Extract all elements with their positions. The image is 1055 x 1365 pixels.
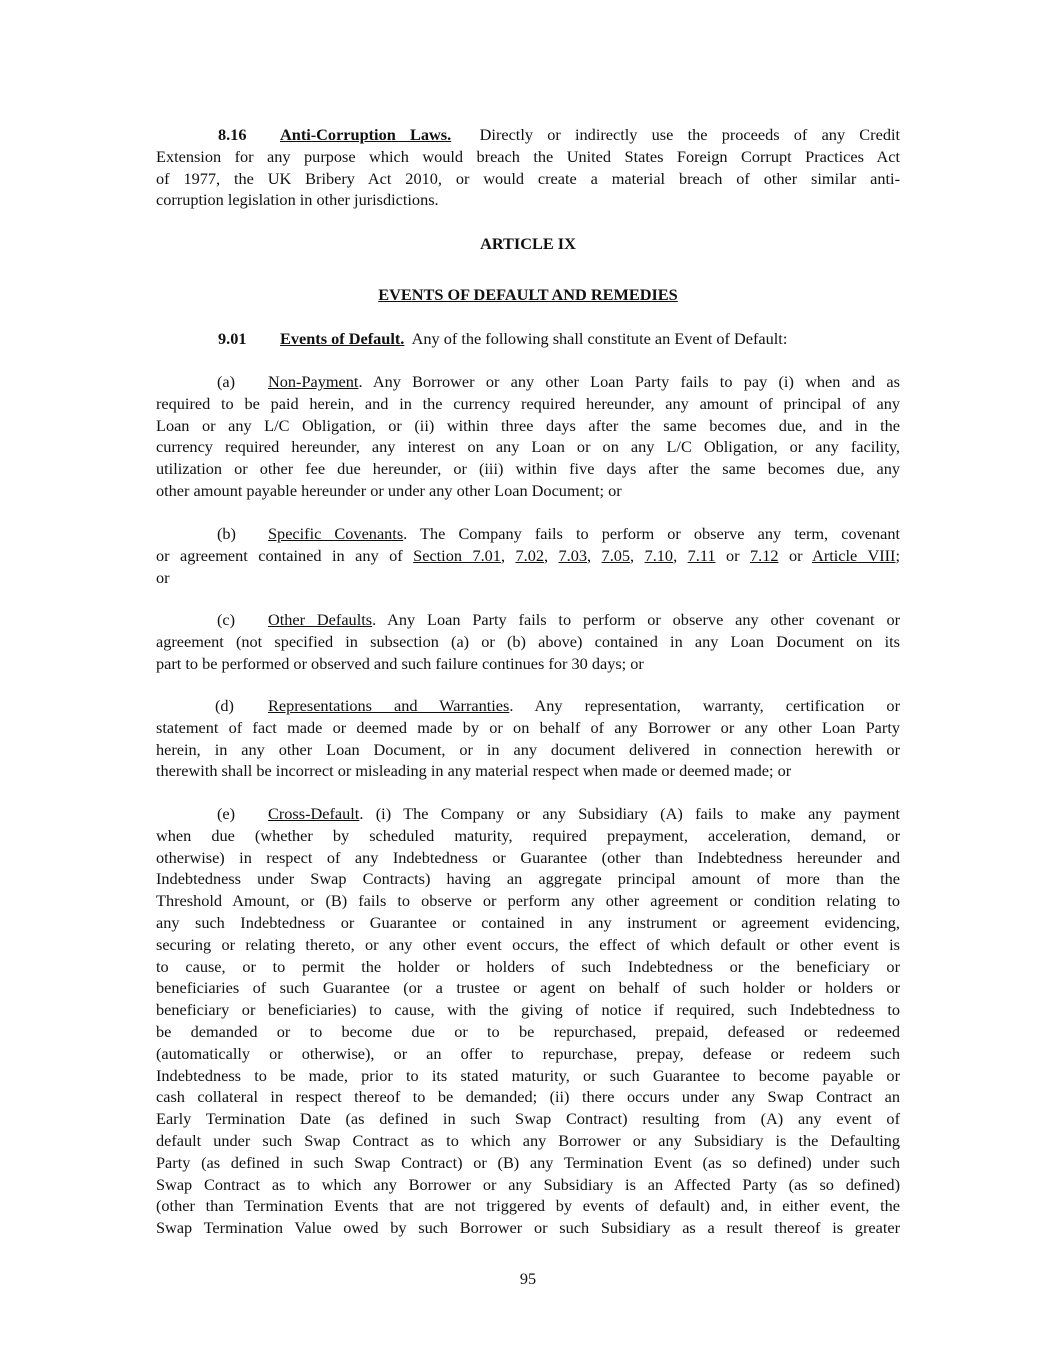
text: or agreement contained in any of [156,545,403,565]
line: to cause, or to permit the holder or holders of such Indebtedness or the beneficiary or [156,956,900,976]
cross-reference: 7.02 [515,545,544,565]
cross-reference: 7.11 [687,545,716,565]
text: . The Company fails to perform or observe any term, covenant [403,524,900,543]
line: required to be paid herein, and in the currency required hereunder, any amount of principal of any [156,393,900,413]
clause-d [156,695,900,782]
line: currency required hereunder, any interest on any Loan or on any L/C Obligation, or any facility, [156,437,900,457]
line: other amount payable hereunder or under any other Loan Document; or [156,480,622,500]
line: Early Termination Date (as defined in such Swap Contract) resulting from (A) any event of [156,1109,900,1129]
line: herein, in any other Loan Document, or in any document delivered in connection herewith or [156,739,900,759]
line: (automatically or otherwise), or an offer to repurchase, prepay, defease or redeem such [156,1043,900,1063]
line: corruption legislation in other jurisdictions. [156,190,439,210]
line: any such Indebtedness or Guarantee or contained in any instrument or agreement evidencing, [156,912,900,932]
line: be demanded or to become due or to be repurchased, prepaid, defeased or redeemed [156,1021,900,1041]
text: Directly or indirectly use the proceeds of any Credit [479,125,901,144]
line: Indebtedness under Swap Contracts) having an aggregate principal amount of more than the [156,869,900,889]
line: (other than Termination Events that are not triggered by events of default) and, in either event, the [156,1196,900,1216]
clause-heading: Representations and Warranties [268,696,510,715]
section-number: 9.01 [218,329,247,348]
line: when due (whether by scheduled maturity, required prepayment, acceleration, demand, or [156,825,900,845]
cross-reference: 7.03 [558,545,588,565]
line: Extension for any purpose which would breach the United States Foreign Corrupt Practices Act [156,146,900,166]
line: beneficiaries of such Guarantee (or a trustee or agent on behalf of such holder or holders or [156,978,900,998]
clause-label: (a) [217,372,236,391]
cross-reference: 7.12 [749,545,779,565]
line: or [156,567,170,587]
section-9-01 [156,328,900,350]
line: utilization or other fee due hereunder, or (iii) within five days after the same becomes due, any [156,459,900,479]
line: otherwise) in respect of any Indebtedness or Guarantee (other than Indebtedness hereunder and [156,847,900,867]
line: of 1977, the UK Bribery Act 2010, or would create a material breach of other similar anti- [156,168,900,188]
clause-label: (b) [217,524,236,543]
section-heading: Events of Default. [280,329,405,348]
line: agreement (not specified in subsection (a) or (b) above) contained in any Loan Document on its [156,631,900,651]
article-number: ARTICLE IX [480,234,576,253]
section-heading: Anti-Corruption Laws. [280,125,452,144]
clause-heading: Specific Covenants [268,524,404,543]
section-8-16 [156,124,900,211]
line: securing or relating thereto, or any other event occurs, the effect of which default or other event is [156,934,900,954]
clause-c [156,609,900,674]
line: Swap Termination Value owed by such Borrower or such Subsidiary as a result thereof is greater [156,1218,900,1238]
line: or agreement contained in any of Section 7.01, 7.02, 7.03, 7.05, 7.10, 7.11 or 7.12 or Article VIII; [156,545,901,565]
line: Swap Contract as to which any Borrower or any Subsidiary is an Affected Party (as so defined) [156,1174,900,1194]
clause-b [156,523,900,588]
line [156,124,900,146]
line: Indebtedness to be made, prior to its stated maturity, or such Guarantee to become payable or [156,1065,900,1085]
section-number: 8.16 [218,125,247,144]
line: statement of fact made or deemed made by or on behalf of any Borrower or any other Loan Party [156,717,900,737]
line: therewith shall be incorrect or misleading in any material respect when made or deemed made; or [156,761,792,781]
cross-reference: Article VIII [812,545,896,565]
line: Party (as defined in such Swap Contract) or (B) any Termination Event (as so defined) under such [156,1152,900,1172]
clause-label: (c) [217,610,236,629]
clause-heading: Other Defaults [268,610,373,629]
cross-reference: 7.05 [601,545,631,565]
text: Any of the following shall constitute an Event of Default: [411,329,788,348]
clause-label: (e) [217,804,236,823]
cross-reference: Section 7.01 [413,545,501,565]
line: Loan or any L/C Obligation, or (ii) within three days after the same becomes due, and in the [156,415,900,435]
line: cash collateral in respect thereof to be demanded; (ii) there occurs under any Swap Contract an [156,1087,900,1107]
text: . Any representation, warranty, certification or [509,696,900,715]
line: beneficiary or beneficiaries) to cause, with the giving of notice if required, such Indebtedness to [156,1000,900,1020]
clause-label: (d) [215,696,234,715]
line: Threshold Amount, or (B) fails to observe or perform any other agreement or condition relating to [156,891,900,911]
clause-heading: Non-Payment [268,372,359,391]
article-title: EVENTS OF DEFAULT AND REMEDIES [378,285,678,304]
text: . Any Loan Party fails to perform or observe any other covenant or [372,610,901,629]
text: . (i) The Company or any Subsidiary (A) fails to make any payment [359,804,900,823]
clause-e [156,803,900,1239]
clause-heading: Cross-Default [268,804,360,823]
page-number: 95 [519,1269,537,1288]
clause-a [156,371,900,502]
cross-reference: 7.10 [644,545,674,565]
line: default under such Swap Contract as to which any Borrower or any Subsidiary is the Defaulting [156,1130,900,1150]
text: . Any Borrower or any other Loan Party fails to pay (i) when and as [358,372,900,391]
line: part to be performed or observed and such failure continues for 30 days; or [156,653,644,673]
